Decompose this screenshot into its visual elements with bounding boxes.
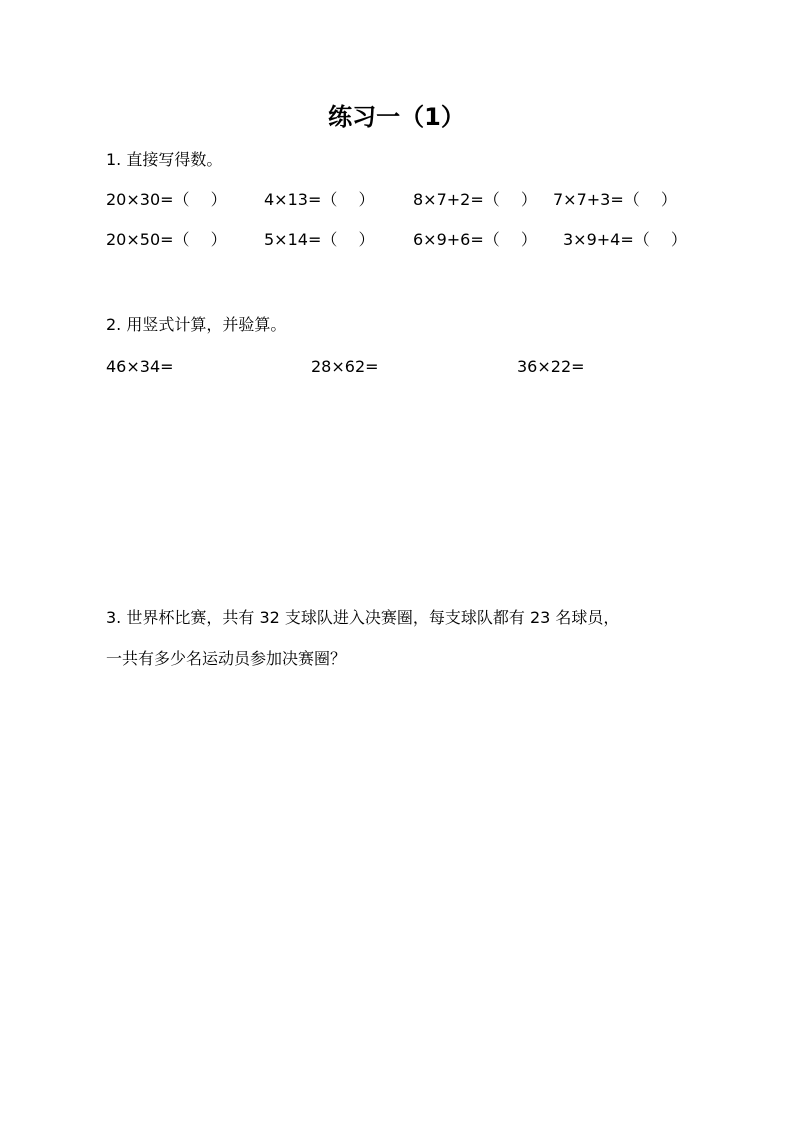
q1-item: 20×50=（ ） [106,230,227,249]
q2-item: 28×62= [311,357,379,376]
q1-item: 6×9+6=（ ） [413,230,537,249]
q1-item: 5×14=（ ） [264,230,375,249]
q1-item: 3×9+4=（ ） [563,230,687,249]
q1-item: 20×30=（ ） [106,190,227,209]
q2-item: 36×22= [517,357,585,376]
q1-item: 4×13=（ ） [264,190,375,209]
question-1-heading: 1. 直接写得数。 [106,150,223,169]
q1-item: 8×7+2=（ ） [413,190,537,209]
q1-item: 7×7+3=（ ） [553,190,677,209]
page-title: 练习一（1） [328,103,465,131]
question-3-line-1: 3. 世界杯比赛，共有 32 支球队进入决赛圈，每支球队都有 23 名球员， [106,608,620,627]
q2-item: 46×34= [106,357,174,376]
question-3-line-2: 一共有多少名运动员参加决赛圈？ [106,649,347,668]
question-2-heading: 2. 用竖式计算，并验算。 [106,315,287,334]
